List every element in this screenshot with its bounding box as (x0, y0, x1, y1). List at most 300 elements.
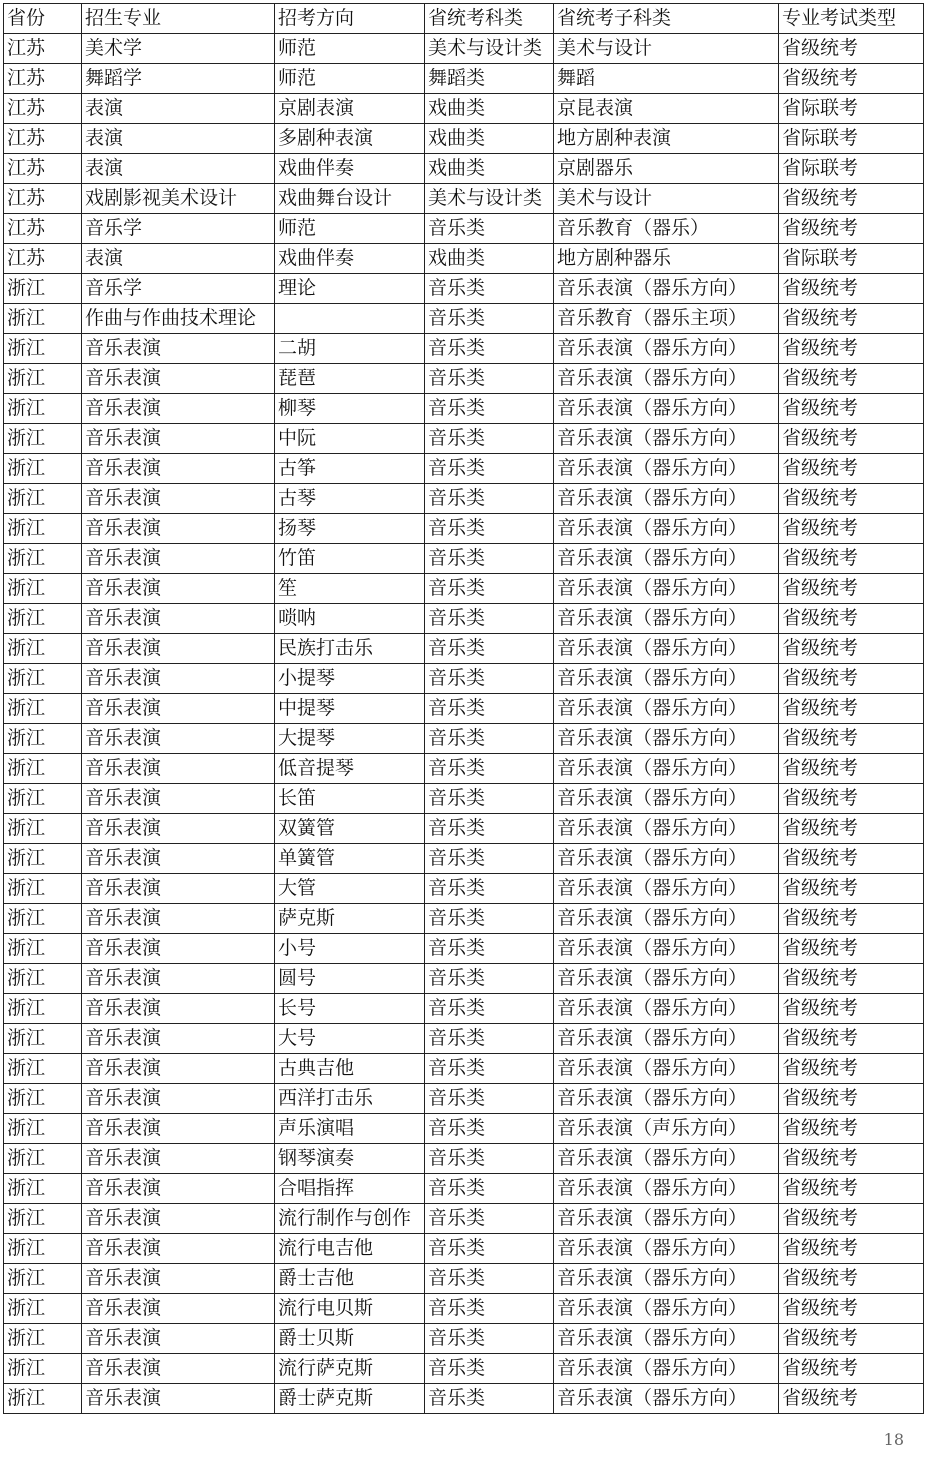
table-row (4, 394, 924, 424)
cell-direction: 流行电贝斯 (275, 1294, 425, 1324)
cell-exam-category: 音乐类 (425, 1084, 554, 1114)
cell-exam-subcategory: 音乐表演（器乐方向） (554, 1054, 779, 1084)
cell-exam-category: 音乐类 (425, 1234, 554, 1264)
table-body (4, 34, 924, 1414)
cell-major: 音乐表演 (82, 1174, 275, 1204)
cell-major: 音乐表演 (82, 514, 275, 544)
table-row (4, 1354, 924, 1384)
cell-province: 浙江 (4, 364, 82, 394)
cell-exam-subcategory: 音乐表演（器乐方向） (554, 544, 779, 574)
cell-exam-type: 省级统考 (779, 634, 924, 664)
cell-province: 江苏 (4, 214, 82, 244)
cell-exam-type: 省级统考 (779, 394, 924, 424)
cell-exam-subcategory: 音乐教育（器乐主项） (554, 304, 779, 334)
table-row (4, 214, 924, 244)
column-header-direction: 招考方向 (275, 4, 425, 34)
cell-exam-category: 音乐类 (425, 634, 554, 664)
cell-major: 音乐表演 (82, 994, 275, 1024)
cell-exam-type: 省级统考 (779, 184, 924, 214)
cell-exam-category: 音乐类 (425, 1354, 554, 1384)
cell-province: 浙江 (4, 1354, 82, 1384)
table-row (4, 814, 924, 844)
cell-direction: 双簧管 (275, 814, 425, 844)
table-row (4, 1144, 924, 1174)
cell-exam-subcategory: 音乐表演（器乐方向） (554, 484, 779, 514)
cell-exam-category: 戏曲类 (425, 244, 554, 274)
cell-direction: 西洋打击乐 (275, 1084, 425, 1114)
cell-exam-category: 音乐类 (425, 694, 554, 724)
cell-exam-category: 音乐类 (425, 1324, 554, 1354)
cell-major: 表演 (82, 244, 275, 274)
cell-exam-category: 戏曲类 (425, 124, 554, 154)
cell-major: 音乐表演 (82, 904, 275, 934)
cell-major: 音乐表演 (82, 1294, 275, 1324)
cell-direction: 声乐演唱 (275, 1114, 425, 1144)
cell-exam-type: 省级统考 (779, 364, 924, 394)
cell-exam-type: 省级统考 (779, 1084, 924, 1114)
cell-province: 浙江 (4, 724, 82, 754)
cell-province: 浙江 (4, 1264, 82, 1294)
cell-province: 浙江 (4, 844, 82, 874)
table-row (4, 784, 924, 814)
cell-exam-type: 省级统考 (779, 1054, 924, 1084)
table-row (4, 334, 924, 364)
cell-exam-type: 省级统考 (779, 1324, 924, 1354)
table-header (4, 4, 924, 34)
cell-major: 音乐表演 (82, 874, 275, 904)
cell-exam-subcategory: 音乐表演（器乐方向） (554, 904, 779, 934)
table-row (4, 364, 924, 394)
cell-province: 浙江 (4, 964, 82, 994)
cell-exam-subcategory: 音乐表演（器乐方向） (554, 1084, 779, 1114)
cell-exam-type: 省级统考 (779, 934, 924, 964)
cell-exam-type: 省级统考 (779, 844, 924, 874)
cell-exam-subcategory: 地方剧种表演 (554, 124, 779, 154)
cell-exam-subcategory: 京剧器乐 (554, 154, 779, 184)
cell-direction: 师范 (275, 64, 425, 94)
cell-major: 音乐表演 (82, 934, 275, 964)
cell-exam-category: 音乐类 (425, 1054, 554, 1084)
table-row (4, 124, 924, 154)
table-row (4, 514, 924, 544)
cell-province: 浙江 (4, 874, 82, 904)
column-header-major: 招生专业 (82, 4, 275, 34)
table-row (4, 154, 924, 184)
cell-province: 江苏 (4, 154, 82, 184)
cell-province: 江苏 (4, 94, 82, 124)
cell-exam-category: 音乐类 (425, 274, 554, 304)
cell-exam-category: 音乐类 (425, 394, 554, 424)
cell-exam-type: 省级统考 (779, 724, 924, 754)
cell-exam-type: 省级统考 (779, 34, 924, 64)
cell-exam-subcategory: 音乐表演（器乐方向） (554, 634, 779, 664)
cell-exam-category: 音乐类 (425, 874, 554, 904)
cell-major: 音乐表演 (82, 724, 275, 754)
cell-direction: 笙 (275, 574, 425, 604)
cell-exam-type: 省级统考 (779, 1024, 924, 1054)
cell-major: 音乐表演 (82, 544, 275, 574)
cell-exam-category: 音乐类 (425, 1114, 554, 1144)
cell-province: 浙江 (4, 604, 82, 634)
cell-exam-subcategory: 音乐表演（器乐方向） (554, 274, 779, 304)
cell-province: 江苏 (4, 124, 82, 154)
cell-direction: 流行萨克斯 (275, 1354, 425, 1384)
cell-exam-subcategory: 音乐表演（器乐方向） (554, 604, 779, 634)
cell-direction: 中提琴 (275, 694, 425, 724)
cell-major: 音乐表演 (82, 1234, 275, 1264)
admissions-table (3, 3, 924, 1414)
cell-exam-type: 省级统考 (779, 1234, 924, 1264)
cell-province: 浙江 (4, 1144, 82, 1174)
cell-exam-type: 省级统考 (779, 454, 924, 484)
cell-direction: 戏曲伴奏 (275, 244, 425, 274)
cell-exam-subcategory: 音乐表演（器乐方向） (554, 874, 779, 904)
cell-direction: 二胡 (275, 334, 425, 364)
cell-direction: 古典吉他 (275, 1054, 425, 1084)
cell-exam-category: 戏曲类 (425, 94, 554, 124)
cell-exam-category: 音乐类 (425, 1204, 554, 1234)
cell-exam-subcategory: 音乐表演（器乐方向） (554, 514, 779, 544)
cell-major: 舞蹈学 (82, 64, 275, 94)
cell-direction: 柳琴 (275, 394, 425, 424)
cell-province: 浙江 (4, 424, 82, 454)
cell-major: 音乐表演 (82, 394, 275, 424)
table-row (4, 574, 924, 604)
cell-exam-type: 省级统考 (779, 604, 924, 634)
table-row (4, 184, 924, 214)
cell-exam-type: 省级统考 (779, 964, 924, 994)
header-row (4, 4, 924, 34)
cell-direction: 戏曲舞台设计 (275, 184, 425, 214)
table-row (4, 664, 924, 694)
cell-exam-category: 音乐类 (425, 364, 554, 394)
cell-exam-category: 音乐类 (425, 664, 554, 694)
cell-major: 音乐表演 (82, 634, 275, 664)
cell-exam-subcategory: 音乐表演（器乐方向） (554, 994, 779, 1024)
cell-exam-category: 音乐类 (425, 304, 554, 334)
cell-province: 浙江 (4, 514, 82, 544)
table-row (4, 724, 924, 754)
table-row (4, 304, 924, 334)
cell-province: 浙江 (4, 394, 82, 424)
cell-exam-category: 舞蹈类 (425, 64, 554, 94)
cell-direction: 民族打击乐 (275, 634, 425, 664)
cell-province: 浙江 (4, 694, 82, 724)
table-row (4, 1264, 924, 1294)
cell-direction: 爵士贝斯 (275, 1324, 425, 1354)
table-row (4, 844, 924, 874)
cell-exam-category: 美术与设计类 (425, 34, 554, 64)
table-row (4, 1324, 924, 1354)
cell-exam-subcategory: 音乐表演（器乐方向） (554, 1234, 779, 1264)
column-header-province: 省份 (4, 4, 82, 34)
cell-exam-subcategory: 音乐表演（器乐方向） (554, 1024, 779, 1054)
cell-direction: 师范 (275, 214, 425, 244)
cell-direction: 萨克斯 (275, 904, 425, 934)
table-row (4, 1384, 924, 1414)
cell-direction: 低音提琴 (275, 754, 425, 784)
cell-exam-subcategory: 舞蹈 (554, 64, 779, 94)
cell-exam-subcategory: 音乐表演（声乐方向） (554, 1114, 779, 1144)
cell-exam-subcategory: 音乐表演（器乐方向） (554, 454, 779, 484)
cell-major: 音乐表演 (82, 484, 275, 514)
cell-exam-subcategory: 京昆表演 (554, 94, 779, 124)
table-row (4, 634, 924, 664)
cell-major: 音乐表演 (82, 1144, 275, 1174)
cell-exam-type: 省级统考 (779, 664, 924, 694)
cell-direction: 多剧种表演 (275, 124, 425, 154)
cell-direction: 小号 (275, 934, 425, 964)
cell-exam-type: 省级统考 (779, 1354, 924, 1384)
cell-province: 浙江 (4, 574, 82, 604)
cell-province: 浙江 (4, 1084, 82, 1114)
cell-exam-subcategory: 音乐表演（器乐方向） (554, 784, 779, 814)
cell-direction: 大号 (275, 1024, 425, 1054)
cell-direction: 合唱指挥 (275, 1174, 425, 1204)
table-row (4, 424, 924, 454)
cell-direction: 长笛 (275, 784, 425, 814)
cell-exam-type: 省级统考 (779, 1174, 924, 1204)
cell-major: 表演 (82, 94, 275, 124)
table-row (4, 64, 924, 94)
table-row (4, 244, 924, 274)
cell-province: 浙江 (4, 664, 82, 694)
cell-direction: 大提琴 (275, 724, 425, 754)
cell-major: 表演 (82, 154, 275, 184)
cell-major: 音乐表演 (82, 1264, 275, 1294)
cell-major: 表演 (82, 124, 275, 154)
cell-province: 浙江 (4, 634, 82, 664)
cell-province: 浙江 (4, 544, 82, 574)
cell-exam-subcategory: 美术与设计 (554, 34, 779, 64)
cell-major: 音乐表演 (82, 454, 275, 484)
table-row (4, 544, 924, 574)
cell-major: 音乐表演 (82, 664, 275, 694)
cell-major: 音乐表演 (82, 754, 275, 784)
cell-major: 音乐表演 (82, 844, 275, 874)
table-row (4, 484, 924, 514)
cell-province: 浙江 (4, 1204, 82, 1234)
cell-province: 浙江 (4, 454, 82, 484)
table-row (4, 994, 924, 1024)
cell-exam-category: 音乐类 (425, 424, 554, 454)
column-header-exam-subcategory: 省统考子科类 (554, 4, 779, 34)
cell-exam-subcategory: 音乐表演（器乐方向） (554, 1264, 779, 1294)
cell-exam-type: 省级统考 (779, 214, 924, 244)
cell-province: 浙江 (4, 754, 82, 784)
cell-major: 作曲与作曲技术理论 (82, 304, 275, 334)
cell-exam-category: 音乐类 (425, 514, 554, 544)
cell-exam-type: 省际联考 (779, 94, 924, 124)
table-row (4, 1024, 924, 1054)
cell-exam-type: 省级统考 (779, 64, 924, 94)
cell-exam-subcategory: 音乐表演（器乐方向） (554, 574, 779, 604)
cell-exam-subcategory: 音乐表演（器乐方向） (554, 964, 779, 994)
cell-exam-category: 音乐类 (425, 454, 554, 484)
cell-direction: 流行电吉他 (275, 1234, 425, 1264)
cell-exam-category: 音乐类 (425, 1024, 554, 1054)
cell-exam-category: 音乐类 (425, 214, 554, 244)
cell-province: 浙江 (4, 304, 82, 334)
table-row (4, 1174, 924, 1204)
cell-direction: 流行制作与创作 (275, 1204, 425, 1234)
cell-exam-subcategory: 音乐表演（器乐方向） (554, 754, 779, 784)
cell-direction: 京剧表演 (275, 94, 425, 124)
cell-exam-category: 音乐类 (425, 1294, 554, 1324)
cell-exam-subcategory: 音乐表演（器乐方向） (554, 394, 779, 424)
cell-exam-category: 音乐类 (425, 724, 554, 754)
cell-major: 音乐表演 (82, 1084, 275, 1114)
cell-exam-subcategory: 音乐表演（器乐方向） (554, 1324, 779, 1354)
cell-province: 江苏 (4, 34, 82, 64)
cell-exam-category: 音乐类 (425, 844, 554, 874)
cell-major: 音乐表演 (82, 334, 275, 364)
cell-exam-type: 省级统考 (779, 1144, 924, 1174)
table-row (4, 1204, 924, 1234)
cell-exam-subcategory: 音乐表演（器乐方向） (554, 1144, 779, 1174)
cell-direction: 理论 (275, 274, 425, 304)
column-header-exam-type: 专业考试类型 (779, 4, 924, 34)
table-row (4, 1234, 924, 1264)
cell-exam-subcategory: 音乐表演（器乐方向） (554, 844, 779, 874)
cell-province: 浙江 (4, 994, 82, 1024)
cell-exam-category: 音乐类 (425, 1144, 554, 1174)
cell-exam-subcategory: 音乐表演（器乐方向） (554, 334, 779, 364)
cell-major: 音乐表演 (82, 424, 275, 454)
table-row (4, 604, 924, 634)
cell-direction: 爵士萨克斯 (275, 1384, 425, 1414)
cell-exam-category: 音乐类 (425, 1264, 554, 1294)
cell-direction: 钢琴演奏 (275, 1144, 425, 1174)
cell-exam-subcategory: 音乐教育（器乐） (554, 214, 779, 244)
cell-exam-subcategory: 音乐表演（器乐方向） (554, 934, 779, 964)
cell-exam-subcategory: 音乐表演（器乐方向） (554, 694, 779, 724)
cell-province: 浙江 (4, 1384, 82, 1414)
cell-exam-type: 省级统考 (779, 484, 924, 514)
cell-exam-type: 省级统考 (779, 1264, 924, 1294)
cell-exam-subcategory: 音乐表演（器乐方向） (554, 724, 779, 754)
cell-direction: 师范 (275, 34, 425, 64)
cell-major: 音乐表演 (82, 1024, 275, 1054)
cell-exam-type: 省级统考 (779, 904, 924, 934)
cell-major: 音乐表演 (82, 364, 275, 394)
cell-province: 浙江 (4, 904, 82, 934)
cell-exam-category: 音乐类 (425, 964, 554, 994)
cell-exam-category: 戏曲类 (425, 154, 554, 184)
cell-province: 浙江 (4, 1054, 82, 1084)
cell-exam-type: 省级统考 (779, 334, 924, 364)
cell-exam-type: 省级统考 (779, 994, 924, 1024)
table-row (4, 454, 924, 484)
cell-exam-type: 省级统考 (779, 274, 924, 304)
table-row (4, 1054, 924, 1084)
cell-direction: 扬琴 (275, 514, 425, 544)
cell-direction: 戏曲伴奏 (275, 154, 425, 184)
column-header-exam-category: 省统考科类 (425, 4, 554, 34)
cell-exam-category: 音乐类 (425, 484, 554, 514)
cell-province: 浙江 (4, 1114, 82, 1144)
table-row (4, 1114, 924, 1144)
cell-exam-category: 音乐类 (425, 814, 554, 844)
cell-exam-category: 音乐类 (425, 574, 554, 604)
cell-direction: 大管 (275, 874, 425, 904)
cell-major: 音乐学 (82, 214, 275, 244)
cell-major: 音乐表演 (82, 1204, 275, 1234)
cell-exam-type: 省级统考 (779, 1204, 924, 1234)
cell-province: 浙江 (4, 784, 82, 814)
table-row (4, 1294, 924, 1324)
cell-exam-subcategory: 美术与设计 (554, 184, 779, 214)
cell-province: 浙江 (4, 334, 82, 364)
table-row (4, 964, 924, 994)
cell-direction: 长号 (275, 994, 425, 1024)
cell-major: 音乐表演 (82, 784, 275, 814)
cell-exam-type: 省级统考 (779, 814, 924, 844)
cell-direction: 中阮 (275, 424, 425, 454)
table-row (4, 94, 924, 124)
cell-major: 音乐学 (82, 274, 275, 304)
cell-exam-type: 省级统考 (779, 574, 924, 604)
cell-major: 戏剧影视美术设计 (82, 184, 275, 214)
cell-exam-subcategory: 音乐表演（器乐方向） (554, 1174, 779, 1204)
cell-province: 浙江 (4, 1024, 82, 1054)
cell-exam-subcategory: 地方剧种器乐 (554, 244, 779, 274)
table-row (4, 34, 924, 64)
cell-province: 浙江 (4, 1324, 82, 1354)
page-number: 18 (883, 1430, 904, 1449)
cell-province: 江苏 (4, 64, 82, 94)
cell-major: 音乐表演 (82, 1324, 275, 1354)
cell-province: 江苏 (4, 184, 82, 214)
cell-direction: 爵士吉他 (275, 1264, 425, 1294)
cell-province: 浙江 (4, 1234, 82, 1264)
cell-direction: 古琴 (275, 484, 425, 514)
table-row (4, 1084, 924, 1114)
cell-exam-category: 美术与设计类 (425, 184, 554, 214)
cell-exam-category: 音乐类 (425, 544, 554, 574)
cell-exam-category: 音乐类 (425, 994, 554, 1024)
cell-province: 浙江 (4, 934, 82, 964)
cell-direction: 唢呐 (275, 604, 425, 634)
cell-direction: 小提琴 (275, 664, 425, 694)
cell-major: 美术学 (82, 34, 275, 64)
cell-exam-type: 省级统考 (779, 544, 924, 574)
cell-province: 浙江 (4, 1174, 82, 1204)
cell-direction: 古筝 (275, 454, 425, 484)
cell-major: 音乐表演 (82, 694, 275, 724)
cell-major: 音乐表演 (82, 1384, 275, 1414)
cell-exam-category: 音乐类 (425, 334, 554, 364)
cell-direction (275, 304, 425, 334)
cell-major: 音乐表演 (82, 574, 275, 604)
cell-exam-type: 省级统考 (779, 1294, 924, 1324)
table-row (4, 754, 924, 784)
cell-exam-type: 省级统考 (779, 514, 924, 544)
table-row (4, 874, 924, 904)
cell-exam-subcategory: 音乐表演（器乐方向） (554, 814, 779, 844)
cell-exam-type: 省级统考 (779, 304, 924, 334)
cell-exam-category: 音乐类 (425, 784, 554, 814)
cell-exam-subcategory: 音乐表演（器乐方向） (554, 424, 779, 454)
cell-province: 浙江 (4, 1294, 82, 1324)
cell-major: 音乐表演 (82, 1054, 275, 1084)
cell-major: 音乐表演 (82, 814, 275, 844)
cell-exam-type: 省级统考 (779, 1114, 924, 1144)
cell-exam-type: 省级统考 (779, 1384, 924, 1414)
cell-exam-category: 音乐类 (425, 934, 554, 964)
cell-exam-type: 省级统考 (779, 874, 924, 904)
cell-direction: 单簧管 (275, 844, 425, 874)
